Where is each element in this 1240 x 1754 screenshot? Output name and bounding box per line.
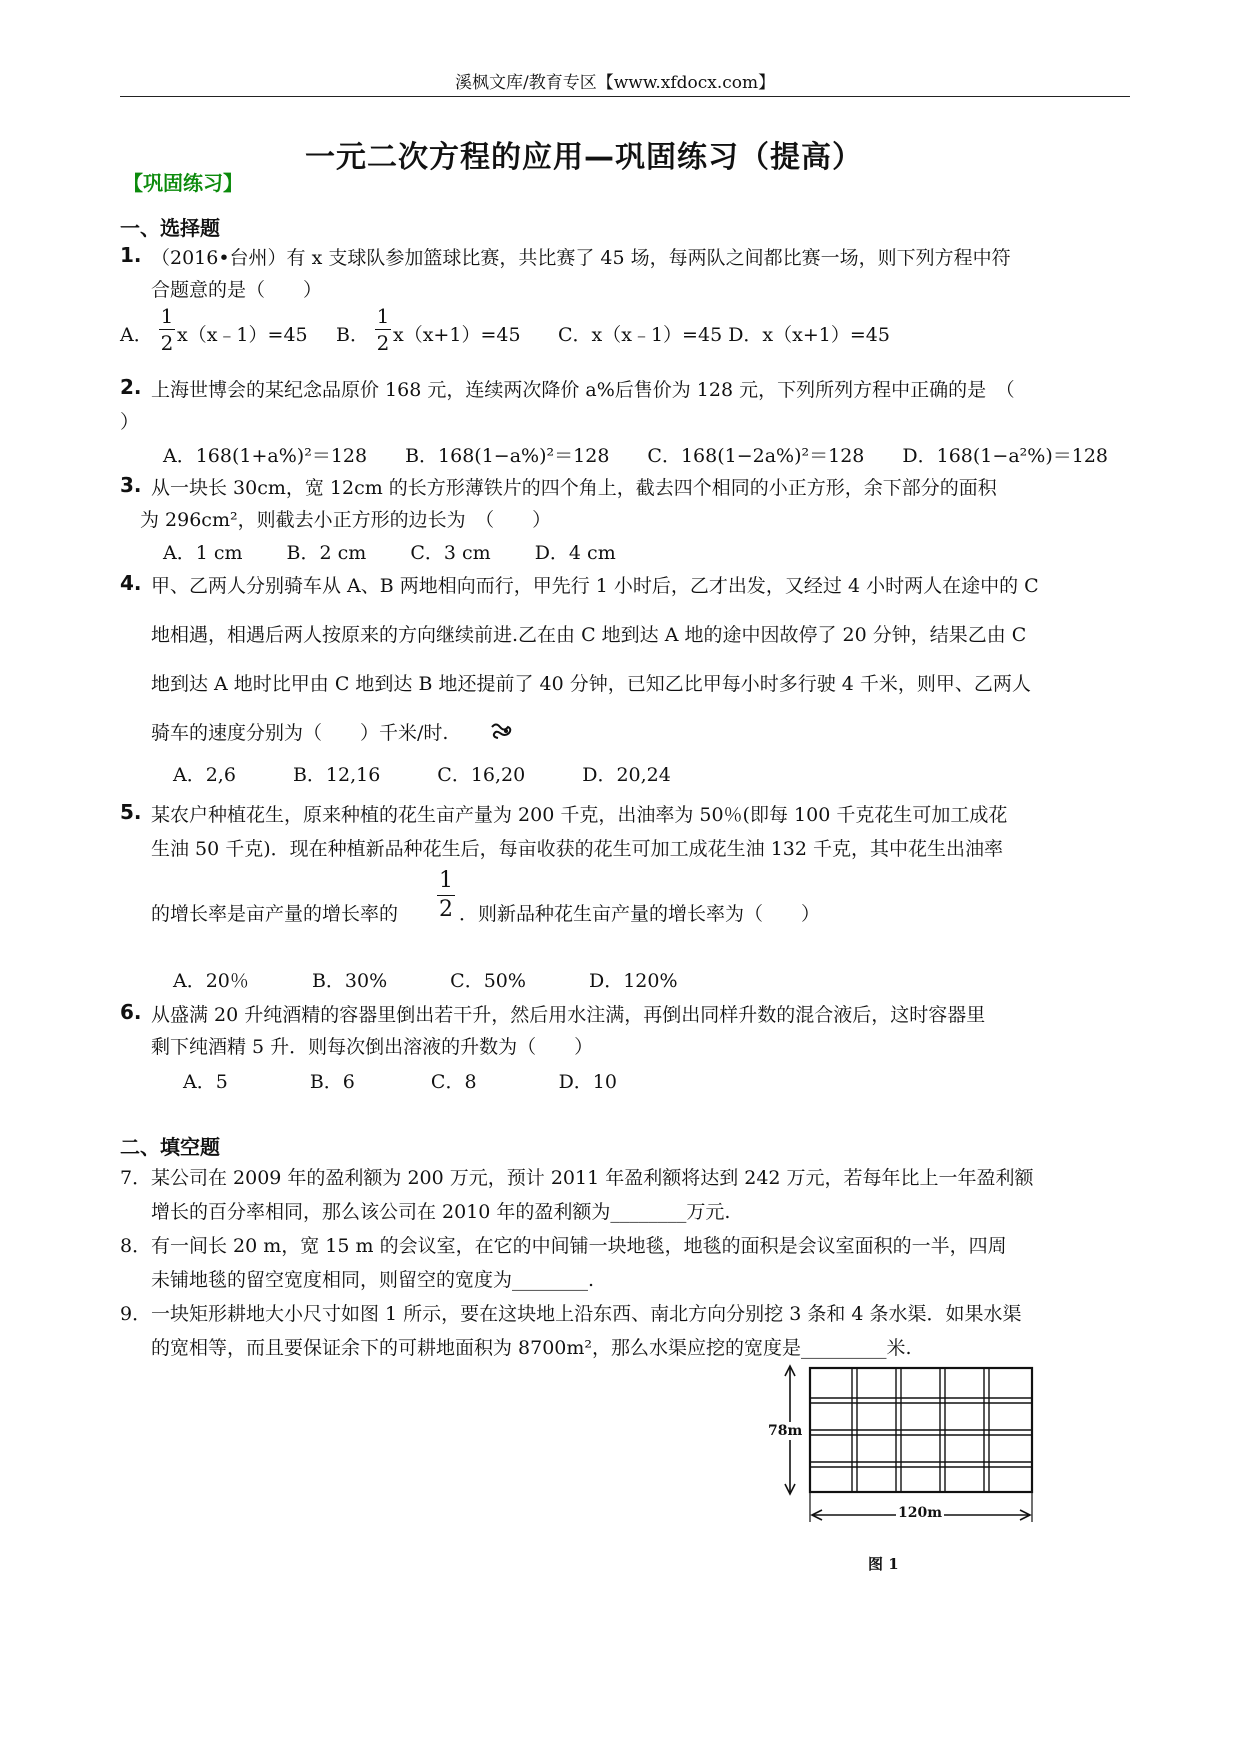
fraction-bar (375, 329, 391, 330)
fraction-numerator: 1 (439, 868, 453, 893)
section-fill-blank: 二、填空题 (120, 1135, 220, 1159)
fraction-numerator: 1 (376, 304, 390, 328)
q6-options: A．5 B．6 C．8 D．10 (183, 1071, 617, 1093)
figure-1-field-diagram (768, 1360, 1038, 1560)
header-rule (120, 96, 1130, 97)
section-tag: 【巩固练习】 (123, 171, 243, 195)
fraction-bar (437, 895, 455, 896)
fraction-denominator: 2 (160, 331, 174, 355)
q4-number: 4. (120, 571, 142, 595)
q1-line1: （2016•台州）有 x 支球队参加篮球比赛，共比赛了 45 场，每两队之间都比赛一场，则下列方程中符 (151, 247, 1011, 269)
q9-number: 9． (120, 1303, 152, 1325)
q3-line2: 为 296cm²，则截去小正方形的边长为 （ ） (140, 509, 552, 531)
q1-options-cd: C．x（x﹣1）=45 D．x（x+1）=45 (558, 324, 890, 346)
q2-number: 2. (120, 375, 142, 399)
page-title: 一元二次方程的应用—巩固练习（提高） (305, 140, 863, 175)
q5-line3b: ．则新品种花生亩产量的增长率为（ ） (459, 903, 821, 925)
q5-number: 5. (120, 800, 142, 824)
q6-line2: 剩下纯酒精 5 升．则每次倒出溶液的升数为（ ） (151, 1036, 594, 1058)
q4-options: A．2,6 B．12,16 C．16,20 D．20,24 (173, 764, 671, 786)
q8-line2: 未铺地毯的留空宽度相同，则留空的宽度为________. (151, 1269, 595, 1291)
q1-option-a-prefix: A． (120, 324, 153, 346)
q8-line1: 有一间长 20 m，宽 15 m 的会议室，在它的中间铺一块地毯，地毯的面积是会议室面积的一半，四周 (151, 1235, 1007, 1257)
q1-option-b-fraction (375, 306, 391, 353)
q6-number: 6. (120, 1000, 142, 1024)
q9-line2: 的宽相等，而且要保证余下的可耕地面积为 8700m²，那么水渠应挖的宽度是_________米. (151, 1337, 912, 1359)
q1-line2: 合题意的是（ ） (151, 279, 323, 301)
q4-line3: 地到达 A 地时比甲由 C 地到达 B 地还提前了 40 分钟，已知乙比甲每小时多行驶 4 千米，则甲、乙两人 (151, 673, 1031, 695)
q7-line1: 某公司在 2009 年的盈利额为 200 万元，预计 2011 年盈利额将达到 242 万元，若每年比上一年盈利额 (151, 1167, 1034, 1189)
q5-options: A．20％ B．30% C．50% D．120% (173, 970, 678, 992)
q7-number: 7． (120, 1167, 152, 1189)
q1-option-a-fraction (159, 306, 175, 353)
fraction-denominator: 2 (376, 331, 390, 355)
figure-height-label: 78m (768, 1423, 803, 1439)
q4-line1: 甲、乙两人分别骑车从 A、B 两地相向而行，甲先行 1 小时后，乙才出发，又经过 4 小时两人在途中的 C (151, 575, 1039, 597)
q5-fraction (437, 870, 455, 921)
q1-option-b-prefix: B． (336, 324, 369, 346)
fraction-numerator: 1 (160, 304, 174, 328)
decorative-mark-icon (490, 721, 514, 741)
figure-caption: 图 1 (868, 1555, 899, 1573)
q4-line4: 骑车的速度分别为（ ）千米/时. (151, 722, 449, 744)
q3-line1: 从一块长 30cm，宽 12cm 的长方形薄铁片的四个角上，截去四个相同的小正方形，余下部分的面积 (151, 477, 997, 499)
q1-option-b: x（x+1）=45 (393, 324, 521, 346)
q1-option-a: x（x﹣1）=45 (177, 324, 308, 346)
page-header: 溪枫文库/教育专区【www.xfdocx.com】 (455, 73, 776, 93)
q2-line2: ） (120, 411, 140, 433)
q1-number: 1. (120, 243, 142, 267)
q5-line1: 某农户种植花生，原来种植的花生亩产量为 200 千克，出油率为 50％(即每 100 千克花生可加工成花 (151, 804, 1008, 826)
fraction-denominator: 2 (439, 897, 453, 922)
figure-width-label: 120m (898, 1505, 943, 1521)
section-choice: 一、选择题 (120, 216, 220, 240)
q3-options: A．1 cm B．2 cm C．3 cm D．4 cm (163, 542, 616, 564)
q8-number: 8． (120, 1235, 152, 1257)
q3-number: 3. (120, 473, 142, 497)
q5-line3a: 的增长率是亩产量的增长率的 (151, 903, 399, 925)
q5-line2: 生油 50 千克)．现在种植新品种花生后，每亩收获的花生可加工成花生油 132 千克，其中花生出油率 (151, 838, 1004, 860)
q2-line1: 上海世博会的某纪念品原价 168 元，连续两次降价 a%后售价为 128 元，下列所列方程中正确的是 （ (151, 379, 1015, 401)
q7-line2: 增长的百分率相同，那么该公司在 2010 年的盈利额为________万元. (151, 1201, 731, 1223)
q4-line2: 地相遇，相遇后两人按原来的方向继续前进.乙在由 C 地到达 A 地的途中因故停了 20 分钟，结果乙由 C (151, 624, 1027, 646)
fraction-bar (159, 329, 175, 330)
q2-options: A．168(1+a%)²＝128 B．168(1−a%)²＝128 C．168(1−2a%)²＝128 D．168(1−a²%)＝128 (163, 445, 1108, 467)
q9-line1: 一块矩形耕地大小尺寸如图 1 所示，要在这块地上沿东西、南北方向分别挖 3 条和 4 条水渠．如果水渠 (151, 1303, 1022, 1325)
q6-line1: 从盛满 20 升纯酒精的容器里倒出若干升，然后用水注满，再倒出同样升数的混合液后，这时容器里 (151, 1004, 986, 1026)
